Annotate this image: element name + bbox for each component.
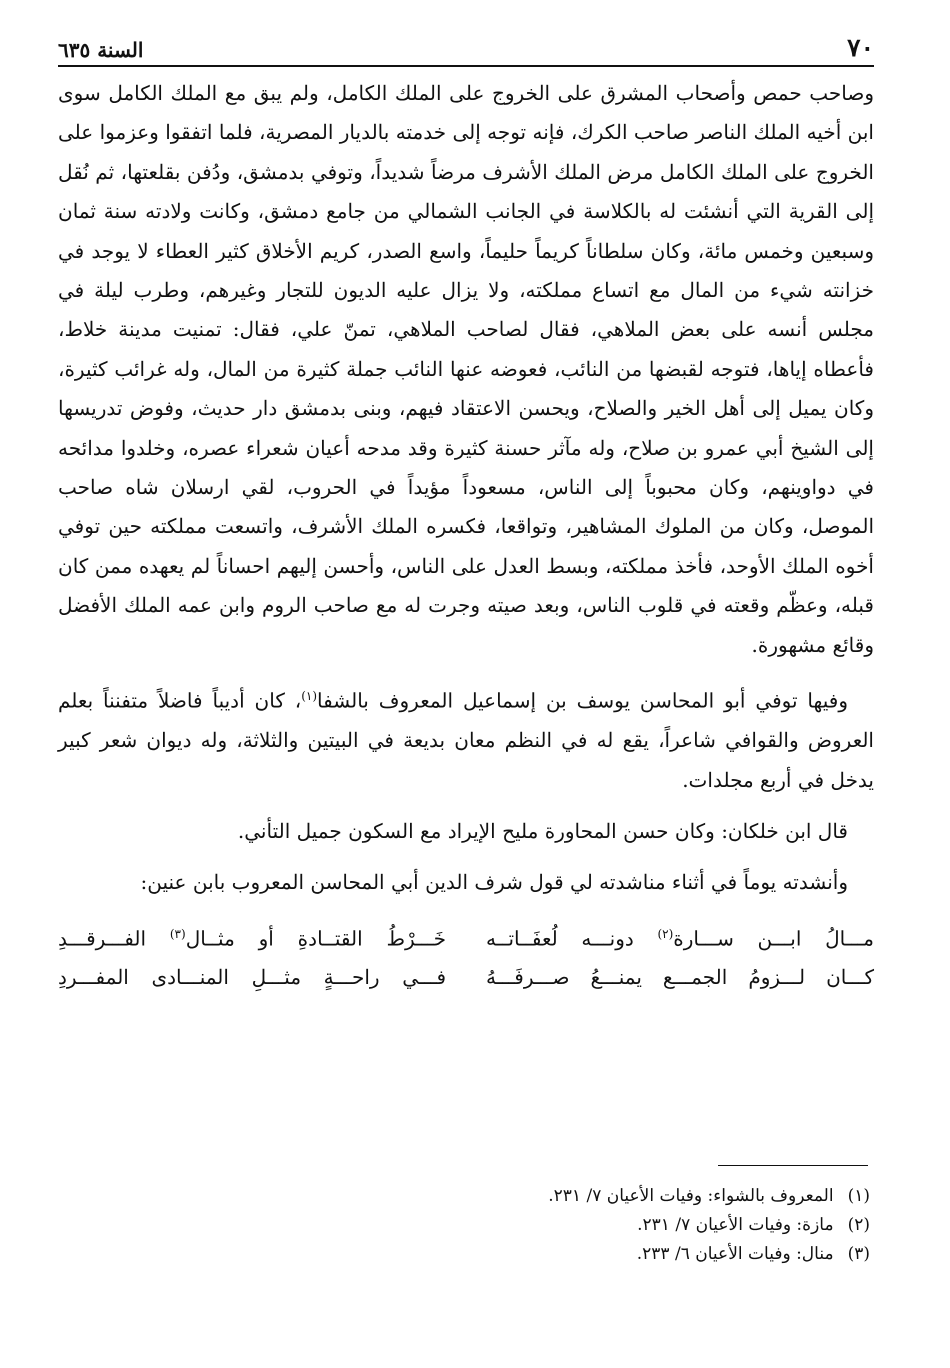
header-rule [58,65,874,67]
footnote-text: مازة: وفيات الأعيان ٧/ ٢٣١. [637,1215,834,1235]
death-notice-text-cont: ، كان أديباً فاضلاً متفنناً بعلم العروض والقوافي شاعراً، يقع له في النظم معان بديعة في البيتين والثلاثة، وله ديوان شعر كبير يدخل في أربع مجلدات. [58,688,874,792]
paragraph-recitation-intro: وأنشدته يوماً في أثناء مناشدته لي قول شرف الدين أبي المحاسن المعروب بابن عنين: [140,870,848,895]
year-label: السنة ٦٣٥ [58,38,144,62]
footnote-number: (١) [847,1186,870,1206]
verse-text: خَـــرْطُ القتــادةِ أو مثــال [185,926,446,951]
verse-1-second-hemistich [58,915,446,959]
footnote-3 [270,1240,870,1269]
footnote-text: المعروف بالشواء: وفيات الأعيان ٧/ ٢٣١. [548,1186,834,1206]
verse-text: دونـــه لُعفَــاتــه [486,926,658,951]
footnote-text: منال: وفيات الأعيان ٦/ ٢٣٣. [636,1244,834,1264]
footnote-separator [718,1165,868,1166]
verse-text: مـــالُ ابـــن ســـارة [673,926,874,951]
verse-text: الفـــرقـــدِ [58,926,170,951]
footnote-2 [270,1211,870,1240]
verse-2-second-hemistich: فـــي راحـــةٍ مثـــلِ المنـــادى المفـــردِ [58,965,446,990]
footnote-ref-3[interactable]: (٣) [169,926,186,941]
footnote-1 [270,1182,870,1211]
main-text [58,74,874,997]
paragraph-ashraf-biography: وصاحب حمص وأصحاب المشرق على الخروج على الملك الكامل، ولم يبق مع الملك الكامل سوى ابن أخيه الملك الناصر صاحب الكرك، فإنه توجه إلى خدمته بالديار المصرية، فلما اتفقوا وعزموا على الخروج على الملك الكامل مرض الملك الأشرف مرضاً شديداً، وتوفي بدمشق، ودُفن بقلعتها، ثم نُقل إلى القرية التي أنشئت له بالكلاسة في الجانب الشمالي من جامع دمشق، وكانت ولادته سنة ثمان وسبعين وخمس مائة، وكان سلطاناً كريماً حليماً، واسع الصدر، كريم الأخلاق كثير العطاء لا يوجد في خزانته شيء من المال مع اتساع مملكته، ولا يزال عليه الديون للتجار وغيرهم، وطرب ليلة في مجلس أنسه على بعض الملاهي، فقال لصاحب الملاهي، تمنّ علي، فقال: تمنيت مدينة خلاط، فأعطاه إياها، فتوجه لقبضها من النائب، فعوضه عنها النائب جملة كثيرة من المال، وله غرائب كثيرة، وكان يميل إلى أهل الخير والصلاح، ويحسن الاعتقاد فيهم، وبنى بدمشق دار حديث، وفوض تدريسها إلى الشيخ أبي عمرو بن صلاح، وله مآثر حسنة كثيرة وقد مدحه أعيان شعراء عصره، وخلدوا مدائحه في دواوينهم، وكان محبوباً إلى الناس، مسعوداً مؤيداً في الحروب، لقي ارسلان شاه صاحب الموصل، وكان من الملوك المشاهير، وتواقعا، فكسره الملك الأشرف، واتسعت مملكته حين توفي أخوه الملك الأوحد، فأخذ مملكته، وبسط العدل على الناس، وأحسن إليهم احساناً لم يعهده ممن كان قبله، وعظّم وقعته في قلوب الناس، وبعد صيته وجرت له مع صاحب الروم وابن عمه الملك الأفضل وقائع مشهورة. [58,81,874,657]
running-header [58,28,874,62]
paragraph-death-notice [58,677,874,800]
poem [58,915,874,998]
footnotes [270,1182,870,1269]
footnote-ref-2[interactable]: (٢) [657,926,674,941]
verse-2-first-hemistich: كـــان لـــزومُ الجمـــع يمنـــعُ صـــرفَـــهُ [486,965,874,990]
death-notice-text: وفيها توفي أبو المحاسن يوسف بن إسماعيل المعروف بالشفا [317,688,848,713]
footnote-number: (٢) [847,1215,870,1235]
paragraph-ibn-khallikan: قال ابن خلكان: وكان حسن المحاورة مليح الإيراد مع السكون جميل التأني. [237,818,848,843]
footnote-ref-1[interactable]: (١) [301,689,318,704]
footnote-number: (٣) [847,1244,870,1264]
page-number: ٧٠ [847,33,874,62]
verse-1-first-hemistich [486,915,874,959]
